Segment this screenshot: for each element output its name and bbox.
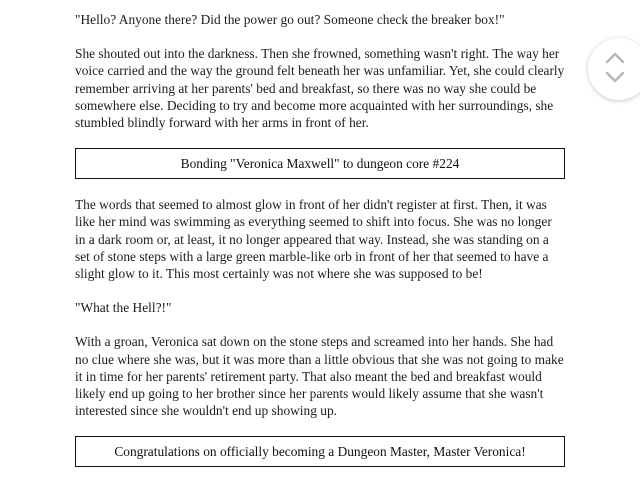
scroll-control[interactable] bbox=[588, 38, 640, 100]
system-message-box: Bonding "Veronica Maxwell" to dungeon core #224 bbox=[75, 148, 565, 179]
chevron-down-icon[interactable] bbox=[605, 70, 625, 84]
chevron-up-icon[interactable] bbox=[605, 51, 625, 65]
story-paragraph: With a groan, Veronica sat down on the stone steps and screamed into her hands. She had no clue where she was, but it was more than a little obvious that she was not going to make it in time for her parents' retirement party. That also meant the bed and breakfast would likely end up going to her brother since her parents would likely assume that she wasn't interested since she wouldn't end up showing up. bbox=[75, 334, 564, 419]
story-paragraph: "Hello? Anyone there? Did the power go out? Someone check the breaker box!" bbox=[75, 12, 505, 27]
system-message-box: Congratulations on officially becoming a Dungeon Master, Master Veronica! bbox=[75, 436, 565, 467]
story-paragraph: "What the Hell?!" bbox=[75, 300, 172, 316]
chapter-content bbox=[75, 11, 565, 480]
story-paragraph: The words that seemed to almost glow in front of her didn't register at first. Then, it was like her mind was swimming as everything seemed to shift into focus. She was no longer in a dark room or, at least, it no longer appeared that way. Instead, she was standing on a set of stone steps with a large green marble-like orb in front of her that seemed to have a slight glow to it. This most certainly was not where she was supposed to be! bbox=[75, 197, 552, 282]
story-paragraph: She shouted out into the darkness. Then she frowned, something wasn't right. The way her voice carried and the way the ground felt beneath her was unfamiliar. Yet, she could clearly remember arriving at her parents' bed and breakfast, so there was no way she could be somewhere else. Deciding to try and become more acquainted with her surroundings, she stumbled blindly forward with her arms in front of her. bbox=[75, 46, 565, 131]
